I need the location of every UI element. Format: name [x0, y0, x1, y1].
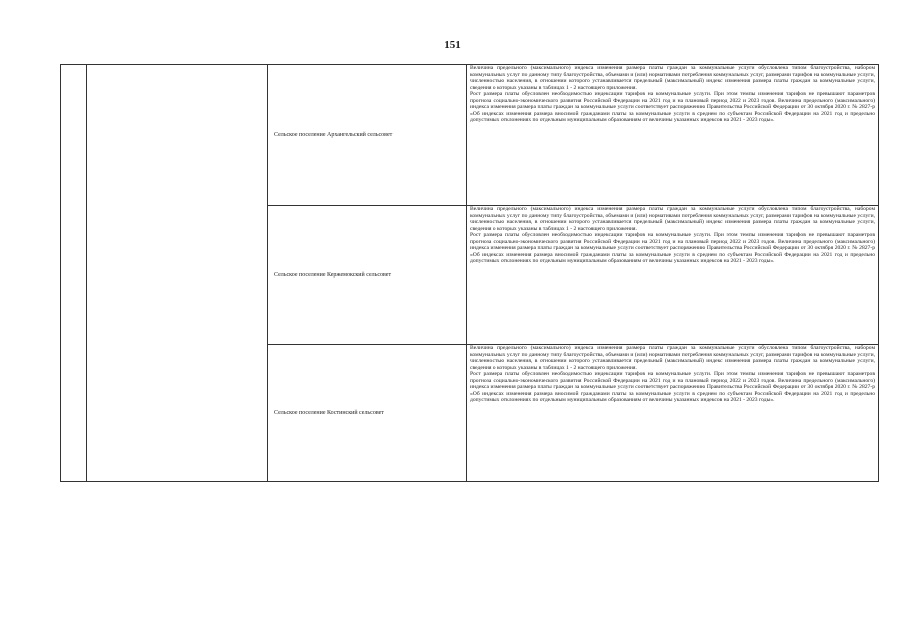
description-cell — [467, 65, 879, 206]
description-paragraph: Рост размера платы обусловлен необходимостью индексации тарифов на коммунальные услуги. При этом темпы изменения тарифов не превышают параметров прогноза социально-экономического развития Российской Федерации на 2021 год и на плановый период 2022 и 2023 годов. Величина предельного (максимального) индекса изменения размера платы граждан за коммунальные услуги соответствует распоряжению Правительства Российской Федерации от 30 октября 2020 г. № 2827-р «Об индексах изменения размера вносимой гражданами платы за коммунальные услуги в среднем по субъектам Российской Федерации на 2021 год и предельно допустимых отклонениях по отдельным муниципальным образованиям от величины указанных индексов на 2021 - 2023 годы». — [470, 91, 875, 123]
table-row — [61, 65, 879, 206]
description-paragraph: Величина предельного (максимального) индекса изменения размера платы граждан за коммунальные услуги обусловлена типом благоустройства, набором коммунальных услуг по данному типу благоустройства, объемами и (или) нормативами потребления коммунальных услуг, размерами тарифов на коммунальные услуги, численностью населения, в отношении которого устанавливается предельный (максимальный) индекс изменения размера платы граждан за коммунальные услуги, сведения о которых указаны в таблицах 1 - 2 настоящего приложения. — [470, 345, 875, 371]
description-paragraph: Величина предельного (максимального) индекса изменения размера платы граждан за коммунальные услуги обусловлена типом благоустройства, набором коммунальных услуг по данному типу благоустройства, объемами и (или) нормативами потребления коммунальных услуг, размерами тарифов на коммунальные услуги, численностью населения, в отношении которого устанавливается предельный (максимальный) индекс изменения размера платы граждан за коммунальные услуги, сведения о которых указаны в таблицах 1 - 2 настоящего приложения. — [470, 65, 875, 91]
description-paragraph: Рост размера платы обусловлен необходимостью индексации тарифов на коммунальные услуги. При этом темпы изменения тарифов не превышают параметров прогноза социально-экономического развития Российской Федерации на 2021 год и на плановый период 2022 и 2023 годов. Величина предельного (максимального) индекса изменения размера платы граждан за коммунальные услуги соответствует распоряжению Правительства Российской Федерации от 30 октября 2020 г. № 2827-р «Об индексах изменения размера вносимой гражданами платы за коммунальные услуги в среднем по субъектам Российской Федерации на 2021 год и предельно допустимых отклонениях по отдельным муниципальным образованиям от величины указанных индексов на 2021 - 2023 годы». — [470, 371, 875, 403]
description-cell — [467, 345, 879, 482]
settlement-table — [60, 64, 879, 482]
description-paragraph: Рост размера платы обусловлен необходимостью индексации тарифов на коммунальные услуги. При этом темпы изменения тарифов не превышают параметров прогноза социально-экономического развития Российской Федерации на 2021 год и на плановый период 2022 и 2023 годов. Величина предельного (максимального) индекса изменения размера платы граждан за коммунальные услуги соответствует распоряжению Правительства Российской Федерации от 30 октября 2020 г. № 2827-р «Об индексах изменения размера вносимой гражданами платы за коммунальные услуги в среднем по субъектам Российской Федерации на 2021 год и предельно допустимых отклонениях по отдельным муниципальным образованиям от величины указанных индексов на 2021 - 2023 годы». — [470, 232, 875, 264]
page-number: 151 — [444, 39, 461, 51]
description-cell — [467, 206, 879, 345]
settlement-name: Сельское поселение Архангельский сельсовет — [268, 65, 467, 206]
settlement-name: Сельское поселение Кержемокский сельсовет — [268, 206, 467, 345]
description-paragraph: Величина предельного (максимального) индекса изменения размера платы граждан за коммунальные услуги обусловлена типом благоустройства, набором коммунальных услуг по данному типу благоустройства, объемами и (или) нормативами потребления коммунальных услуг, размерами тарифов на коммунальные услуги, численностью населения, в отношении которого устанавливается предельный (максимальный) индекс изменения размера платы граждан за коммунальные услуги, сведения о которых указаны в таблицах 1 - 2 настоящего приложения. — [470, 206, 875, 232]
empty-number-cell — [61, 65, 87, 482]
empty-district-cell — [87, 65, 268, 482]
settlement-name: Сельское поселение Костинский сельсовет — [268, 345, 467, 482]
